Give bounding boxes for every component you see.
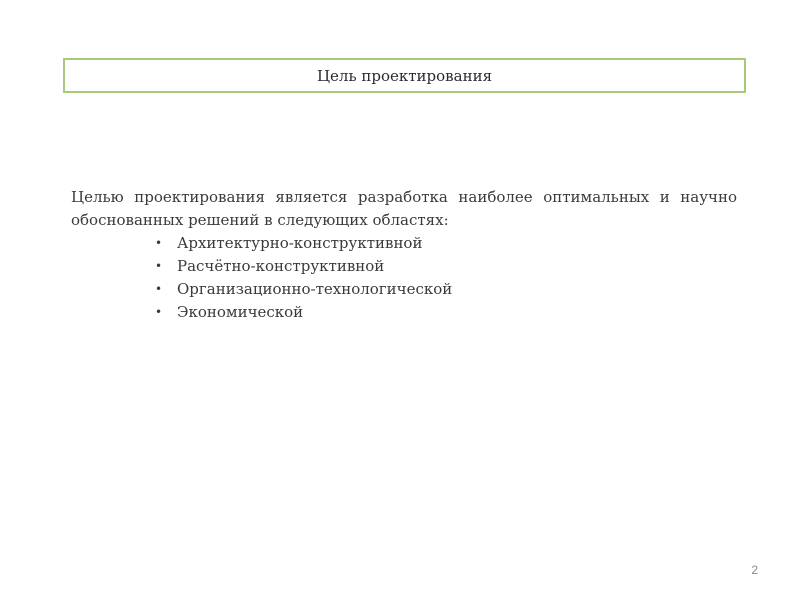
slide-title: Цель проектирования (316, 66, 493, 85)
bullet-item (155, 232, 737, 255)
slide-title-box (63, 58, 746, 93)
bullet-text: Архитектурно-конструктивной (177, 234, 423, 252)
bullet-icon: • (155, 259, 163, 273)
bullet-item (155, 278, 737, 301)
bullet-item (155, 255, 737, 278)
page-number: 2 (751, 563, 758, 577)
bullet-icon: • (155, 282, 163, 296)
bullet-text: Организационно-технологической (177, 280, 453, 298)
bullet-text: Расчётно-конструктивной (177, 257, 385, 275)
slide-body (71, 186, 737, 324)
bullet-item (155, 301, 737, 324)
intro-paragraph: Целью проектирования является разработка наиболее оптимальных и научно обоснованных решений в следующих областях: (71, 188, 737, 229)
bullet-icon: • (155, 236, 163, 250)
bullet-list (71, 232, 737, 324)
bullet-icon: • (155, 305, 163, 319)
bullet-text: Экономической (177, 303, 304, 321)
